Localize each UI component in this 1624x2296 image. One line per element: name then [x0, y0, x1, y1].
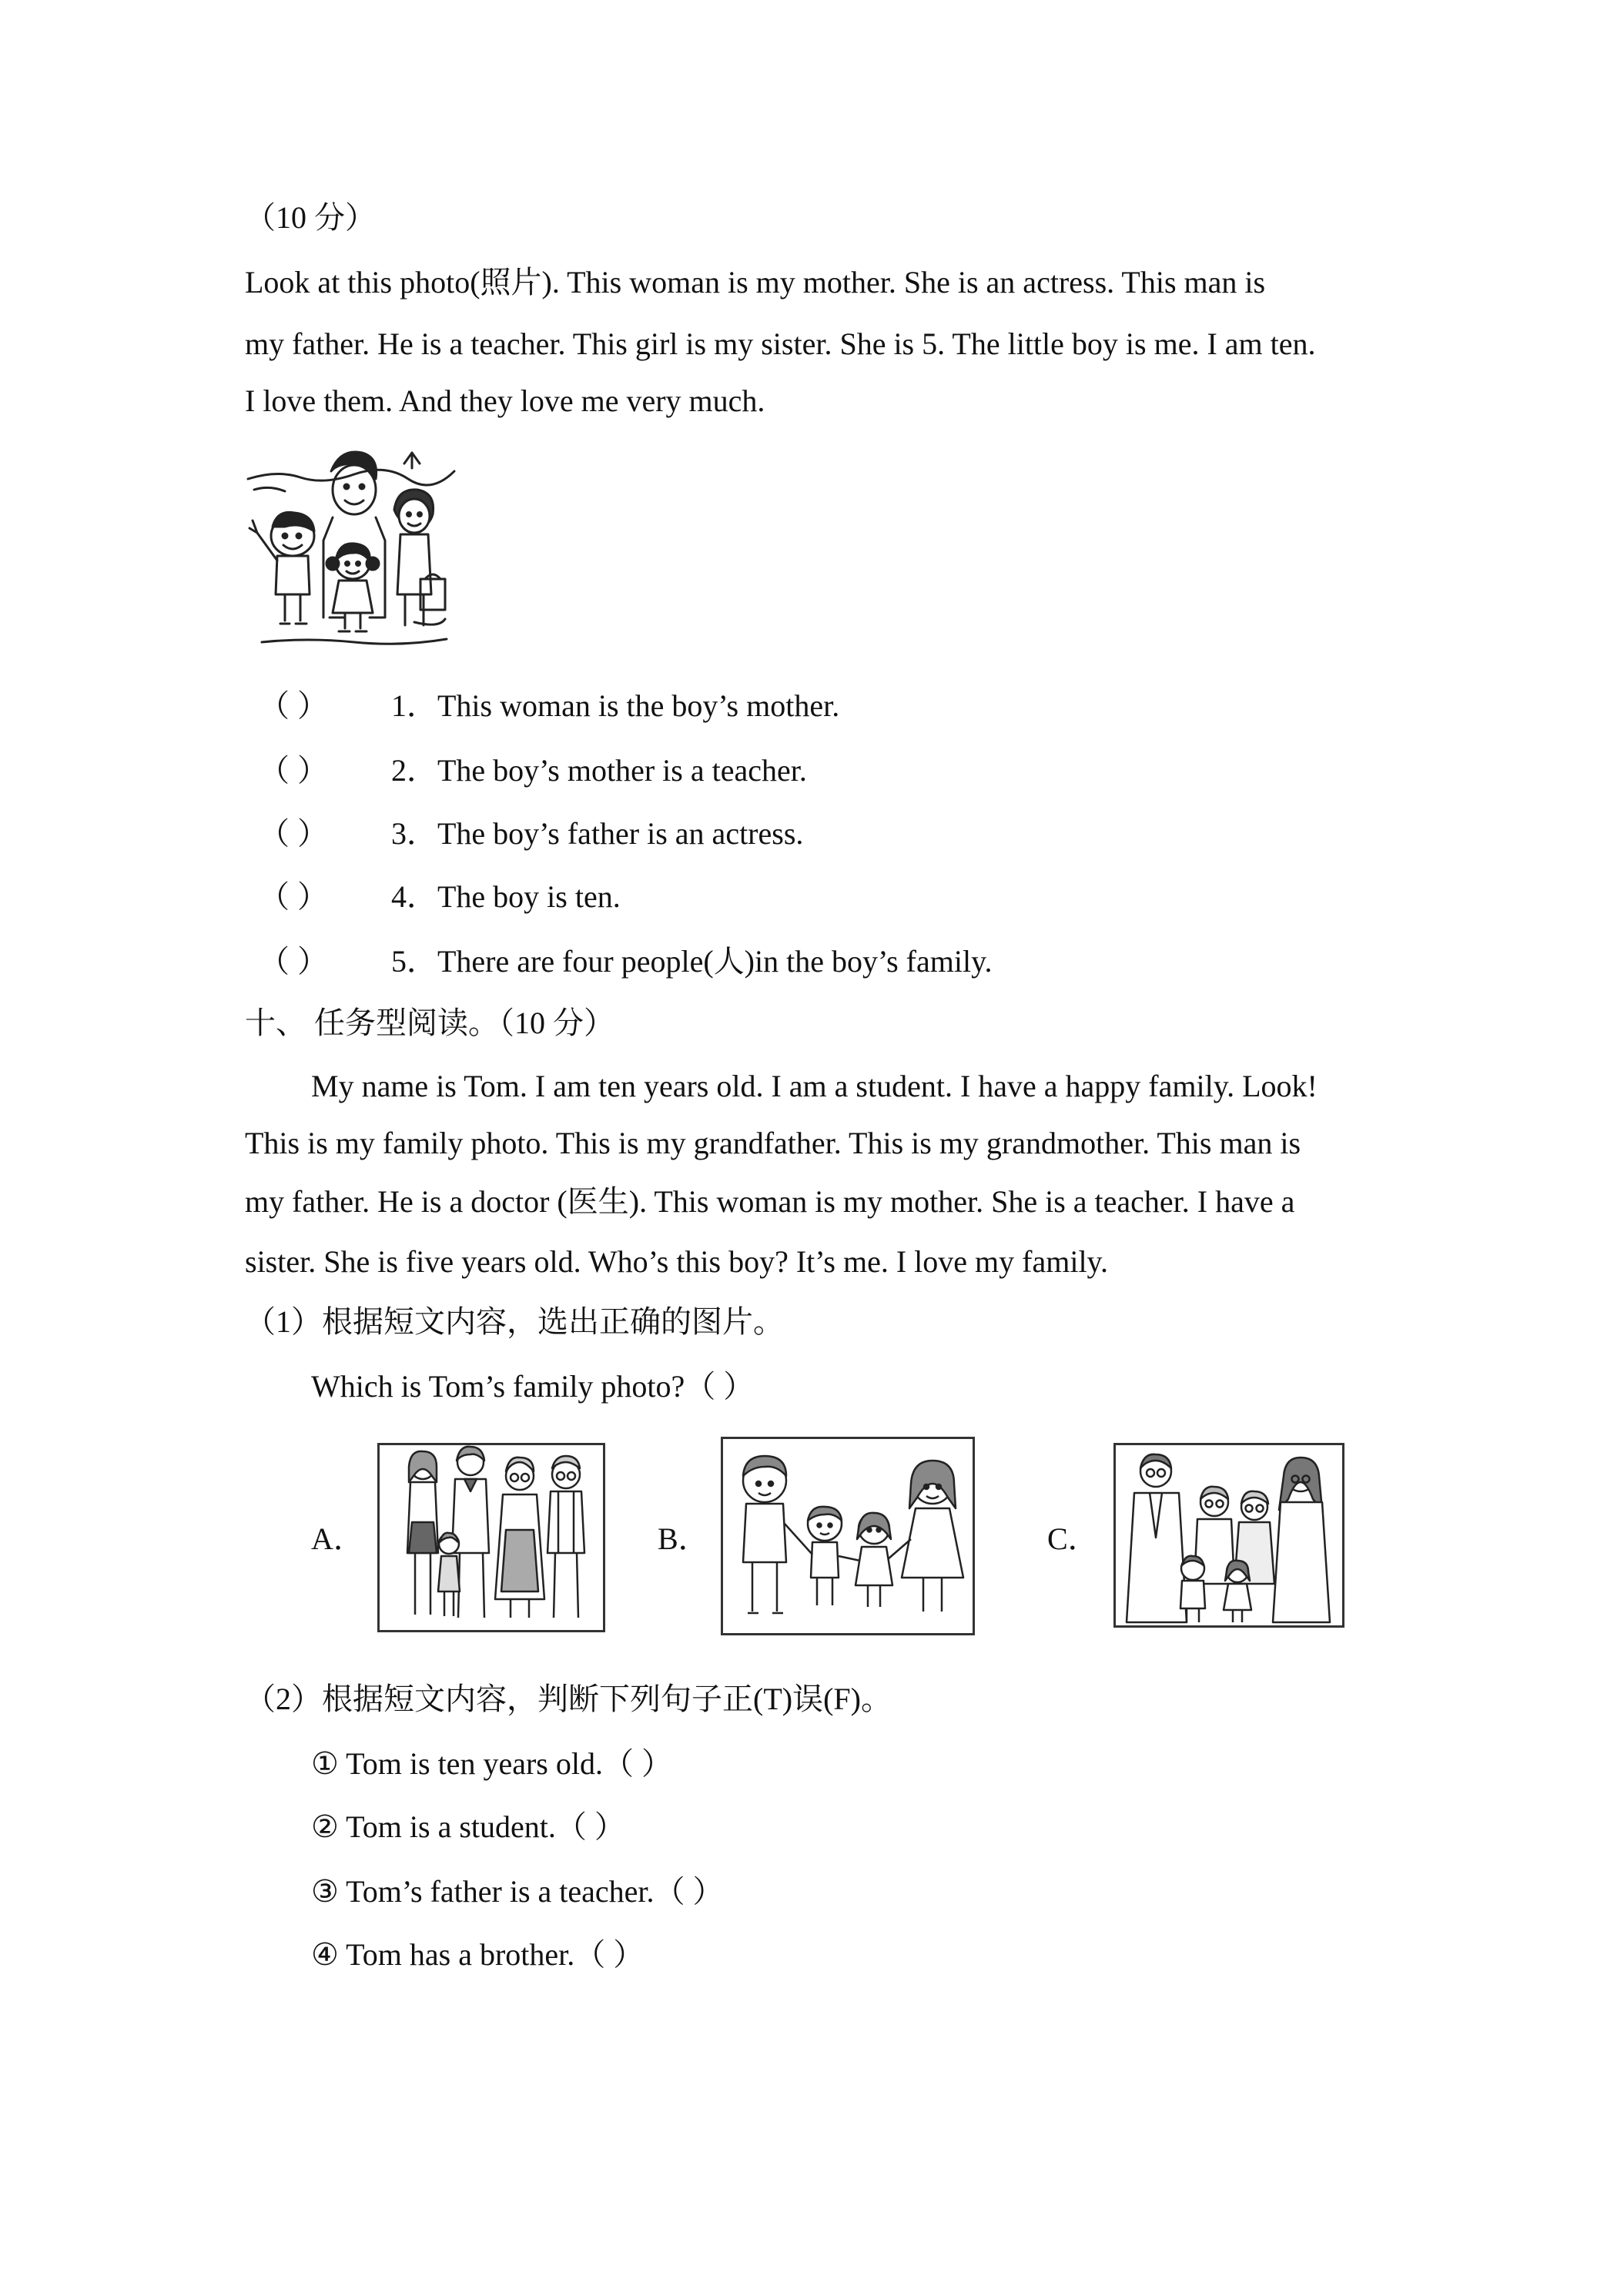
option-b-picture[interactable] [721, 1437, 975, 1635]
answer-blank[interactable]: （ ） [259, 879, 328, 914]
answer-blank[interactable]: （ ） [259, 944, 328, 979]
question-text: 1．This woman is the boy’s mother. [391, 688, 840, 723]
passage-line: my father. He is a teacher. This girl is my sister. She is 5. The little boy is me. I am ten. [245, 326, 1316, 361]
answer-blank[interactable]: （ ） [259, 753, 328, 788]
task-title: （1）根据短文内容，选出正确的图片。 [245, 1304, 784, 1339]
family-sketch-image [246, 440, 460, 648]
passage-line: Look at this photo(照片). This woman is my mother. She is an actress. This man is [245, 265, 1266, 300]
tf-item[interactable]: ② Tom is a student.（ ） [311, 1809, 625, 1844]
option-label-b[interactable]: B． [658, 1521, 709, 1556]
question-text: 5．There are four people(人)in the boy’s family. [391, 944, 993, 979]
task-title: （2）根据短文内容，判断下列句子正(T)误(F)。 [245, 1682, 892, 1716]
question-text: 3．The boy’s father is an actress. [391, 816, 804, 851]
answer-blank[interactable]: （ ） [259, 816, 328, 851]
passage-line: My name is Tom. I am ten years old. I am a student. I have a happy family. Look! [311, 1069, 1318, 1103]
option-c-picture[interactable] [1113, 1443, 1344, 1628]
option-label-c[interactable]: C． [1047, 1521, 1099, 1556]
question-text: 4．The boy is ten. [391, 879, 621, 914]
answer-blank[interactable]: （ ） [259, 688, 328, 723]
tf-item[interactable]: ④ Tom has a brother.（ ） [311, 1937, 645, 1972]
section-score: （10 分） [245, 200, 376, 235]
passage-line: sister. She is five years old. Who’s this boy? It’s me. I love my family. [245, 1244, 1108, 1279]
option-a-picture[interactable] [377, 1443, 605, 1632]
passage-line: my father. He is a doctor (医生). This woman is my mother. She is a teacher. I have a [245, 1184, 1295, 1219]
option-label-a[interactable]: A． [311, 1521, 364, 1556]
question-text: 2．The boy’s mother is a teacher. [391, 753, 807, 788]
tf-item[interactable]: ③ Tom’s father is a teacher.（ ） [311, 1874, 724, 1909]
passage-line: This is my family photo. This is my grandfather. This is my grandmother. This man is [245, 1126, 1301, 1160]
task-question: Which is Tom’s family photo?（ ） [311, 1369, 755, 1404]
passage-line: I love them. And they love me very much. [245, 383, 765, 418]
section-heading: 十、 任务型阅读。（10 分） [245, 1006, 614, 1040]
tf-item[interactable]: ① Tom is ten years old.（ ） [311, 1746, 672, 1781]
